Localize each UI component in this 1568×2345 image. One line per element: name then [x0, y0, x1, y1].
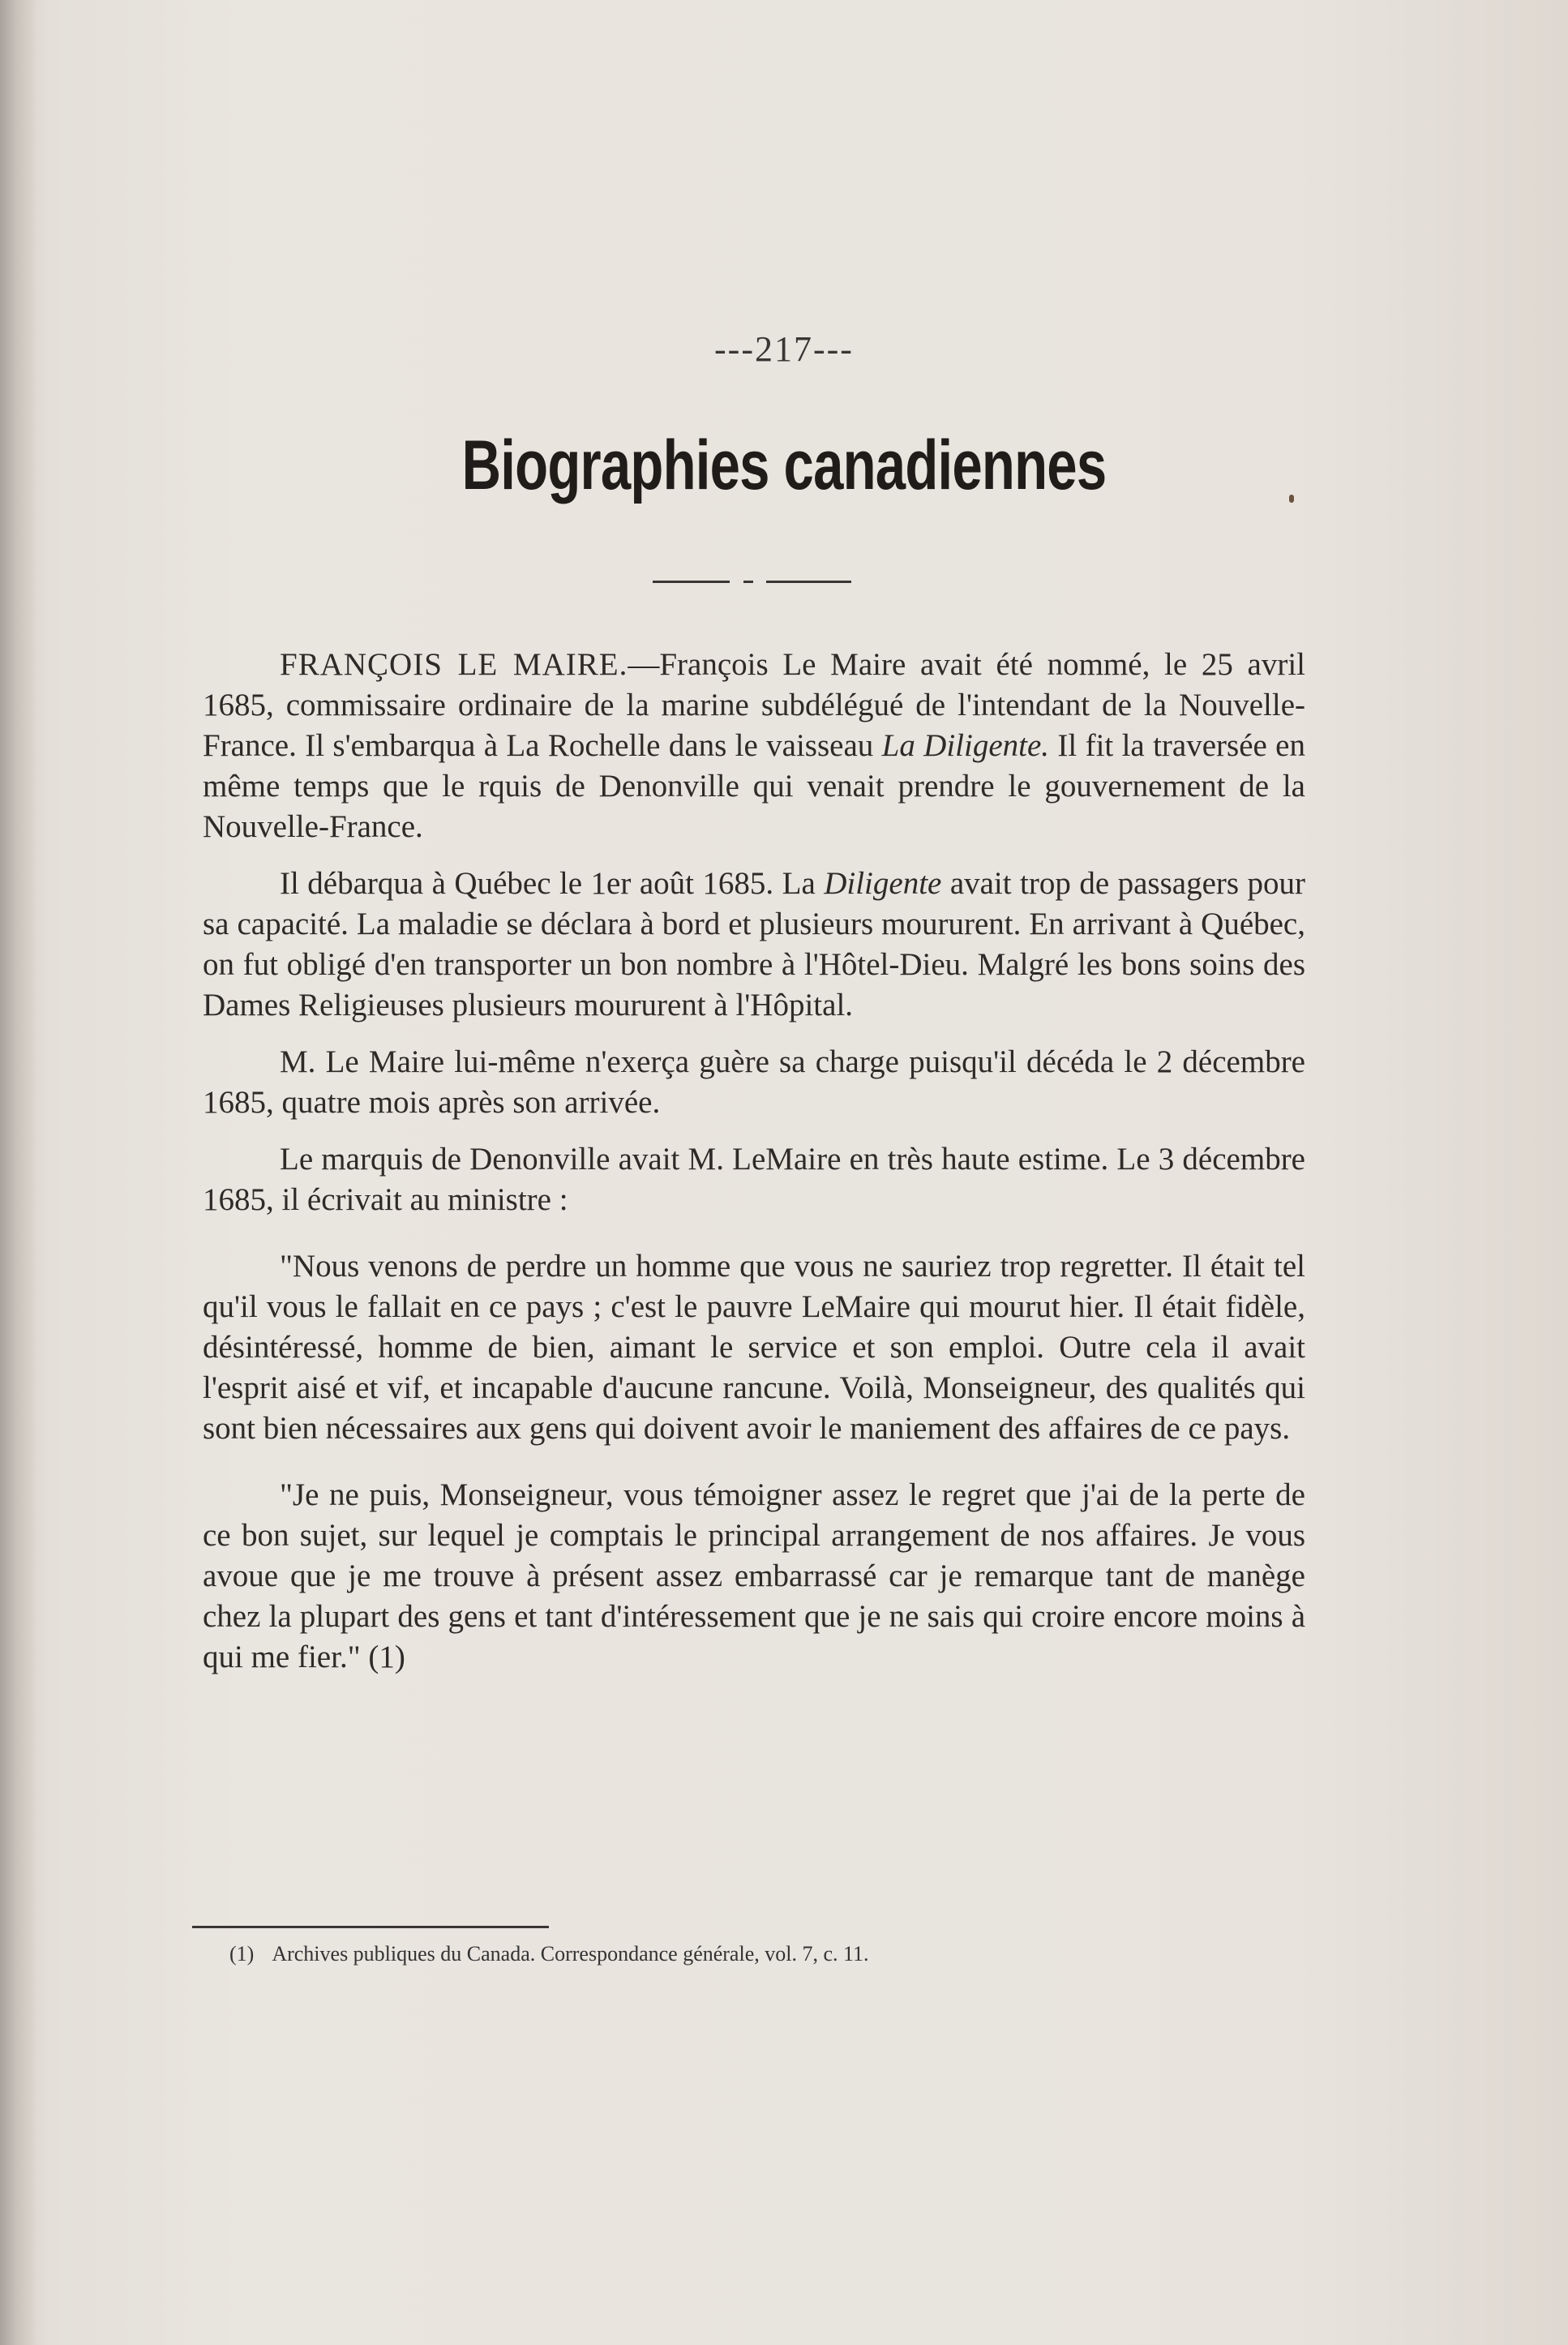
quote-paragraph-1: "Nous venons de perdre un homme que vous ne sauriez trop regretter. Il était tel qu'il vous le fallait en ce pays ; c'est le pauvre LeMaire qui mourut hier. Il était fidèle, désintéressé, homme de bien, aimant le service et son emploi. Outre cela il avait l'esprit aisé et vif, et incapable d'aucune rancune. Voilà, Monseigneur, des qualités qui sont bien nécessaires aux gens qui doivent avoir le maniement des affaires de ce pays. — [203, 1249, 1305, 1446]
subject-name: FRANÇOIS LE MAIRE. — [280, 647, 628, 682]
quote-paragraph-2: "Je ne puis, Monseigneur, vous témoigner assez le regret que j'ai de la perte de ce bon sujet, sur lequel je comptais le principal arrangement de nos affaires. Je vous avoue que je me trouve à présent assez embarrassé car je remarque tant de manège chez la plupart des gens et tant d'intéressement que je ne sais qui croire encore moins à qui me fier." (1) — [203, 1477, 1305, 1674]
paragraph-4: Le marquis de Denonville avait M. LeMaire en très haute estime. Le 3 décembre 1685, il écrivait au ministre : — [203, 1142, 1305, 1217]
paragraph-1 — [203, 645, 1305, 847]
paragraph-1-text: —François Le Maire avait été nommé, le 25 avril 1685, commissaire ordinaire de la marine subdélégué de l'intendant de la Nouvelle-France. Il s'embarqua à La Rochelle dans le vaisseau — [203, 647, 1305, 763]
article-body — [203, 645, 1305, 1694]
footnote-divider — [192, 1926, 549, 1928]
page-number: ---217--- — [714, 329, 854, 369]
paragraph-2-tail: avait trop de passagers pour sa capacité. La maladie se déclara à bord et plusieurs moururent. En arrivant à Québec, on fut obligé d'en transporter un bon nombre à l'Hôtel-Dieu. Malgré les bons soins des Dames Religieuses plusieurs moururent à l'Hôpital. — [203, 866, 1305, 1022]
title-ornament-rule — [653, 581, 851, 585]
paper-speck — [1289, 495, 1294, 503]
page-title: Biographies canadiennes — [461, 427, 1107, 504]
footnote-marker: (1) — [229, 1942, 255, 1966]
paragraph-2 — [203, 864, 1305, 1026]
paragraph-1-tail: Il fit la traversée en même temps que le rquis de Denonville qui venait prendre le gouvernement de la Nouvelle-France. — [203, 728, 1305, 844]
ship-name: La Diligente. — [881, 728, 1050, 763]
ship-name-2: Diligente — [824, 866, 942, 901]
paragraph-3: M. Le Maire lui-même n'exerça guère sa charge puisqu'il décéda le 2 décembre 1685, quatre mois après son arrivée. — [203, 1044, 1305, 1120]
footnote — [229, 1940, 1202, 1969]
paragraph-2-text: Il débarqua à Québec le 1er août 1685. La — [280, 866, 825, 901]
footnote-text: Archives publiques du Canada. Correspondance générale, vol. 7, c. 11. — [272, 1942, 869, 1966]
